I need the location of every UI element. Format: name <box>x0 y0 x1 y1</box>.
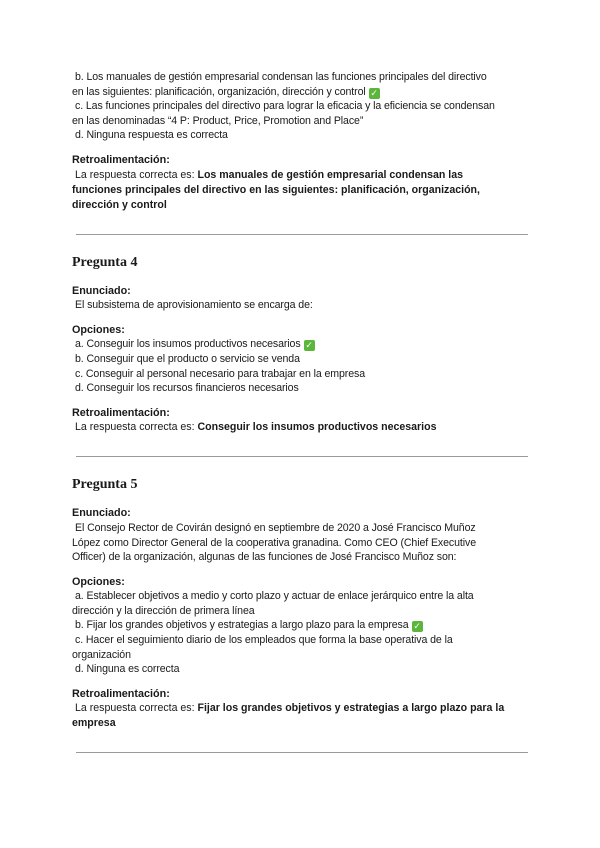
q5-statement-label: Enunciado: <box>72 507 131 520</box>
divider <box>76 752 528 753</box>
q4-statement-label: Enunciado: <box>72 284 131 297</box>
q5-title: Pregunta 5 <box>72 477 138 493</box>
q5-option-c-line1: c. Hacer el seguimiento diario de los empleados que forma la base operativa de la <box>75 634 453 647</box>
q4-feedback: La respuesta correcta es: Conseguir los insumos productivos necesarios <box>75 421 437 434</box>
q5-statement-line3: Officer) de la organización, algunas de las funciones de José Francisco Muñoz son: <box>72 551 457 564</box>
q4-feedback-label: Retroalimentación: <box>72 406 170 419</box>
check-mark-icon: ✓ <box>370 87 378 98</box>
q5-options-label: Opciones: <box>72 575 125 588</box>
q4-option-a: a. Conseguir los insumos productivos necesarios ✓ <box>75 338 313 351</box>
q3-option-b-line2: en las siguientes: planificación, organización, dirección y control ✓ <box>72 85 378 98</box>
q5-feedback-line1: La respuesta correcta es: Fijar los grandes objetivos y estrategias a largo plazo para la <box>75 702 505 715</box>
q5-feedback-line2: empresa <box>72 717 116 730</box>
q5-option-d: d. Ninguna es correcta <box>75 663 180 676</box>
divider <box>76 456 528 457</box>
q4-option-d: d. Conseguir los recursos financieros necesarios <box>75 382 299 395</box>
check-mark-icon: ✓ <box>305 340 313 351</box>
document-page <box>72 70 528 753</box>
q3-option-d: d. Ninguna respuesta es correcta <box>75 129 228 142</box>
q3-feedback-line2: funciones principales del directivo en las siguientes: planificación, organización, <box>72 183 480 196</box>
q4-statement: El subsistema de aprovisionamiento se encarga de: <box>75 299 313 312</box>
q5-option-c-line2: organización <box>72 648 131 661</box>
q5-option-a-line1: a. Establecer objetivos a medio y corto plazo y actuar de enlace jerárquico entre la alta <box>75 590 474 603</box>
q4-option-b: b. Conseguir que el producto o servicio se venda <box>75 352 300 365</box>
divider <box>76 234 528 235</box>
q4-options-label: Opciones: <box>72 323 125 336</box>
q3-feedback-label: Retroalimentación: <box>72 153 170 166</box>
q3-option-b-line1: b. Los manuales de gestión empresarial condensan las funciones principales del directivo <box>75 71 487 83</box>
q4-option-c: c. Conseguir al personal necesario para trabajar en la empresa <box>75 367 366 380</box>
q3-option-c-line1: c. Las funciones principales del directivo para lograr la eficacia y la eficiencia se condensan <box>75 100 495 113</box>
q3-feedback-line1: La respuesta correcta es: Los manuales de gestión empresarial condensan las <box>75 168 464 181</box>
q5-option-a-line2: dirección y la dirección de primera línea <box>72 604 255 617</box>
q3-feedback-line3: dirección y control <box>72 198 167 211</box>
q3-options <box>72 70 528 143</box>
q4-title: Pregunta 4 <box>72 254 138 270</box>
q3-option-c-line2: en las denominadas “4 P: Product, Price, Promotion and Place” <box>72 114 364 127</box>
q5-feedback-label: Retroalimentación: <box>72 687 170 700</box>
q5-option-b: b. Fijar los grandes objetivos y estrategias a largo plazo para la empresa ✓ <box>75 619 421 632</box>
q5-statement-line2: López como Director General de la cooperativa granadina. Como CEO (Chief Executive <box>72 536 476 549</box>
q5-statement-line1: El Consejo Rector de Covirán designó en septiembre de 2020 a José Francisco Muñoz <box>75 521 476 534</box>
check-mark-icon: ✓ <box>413 621 421 632</box>
